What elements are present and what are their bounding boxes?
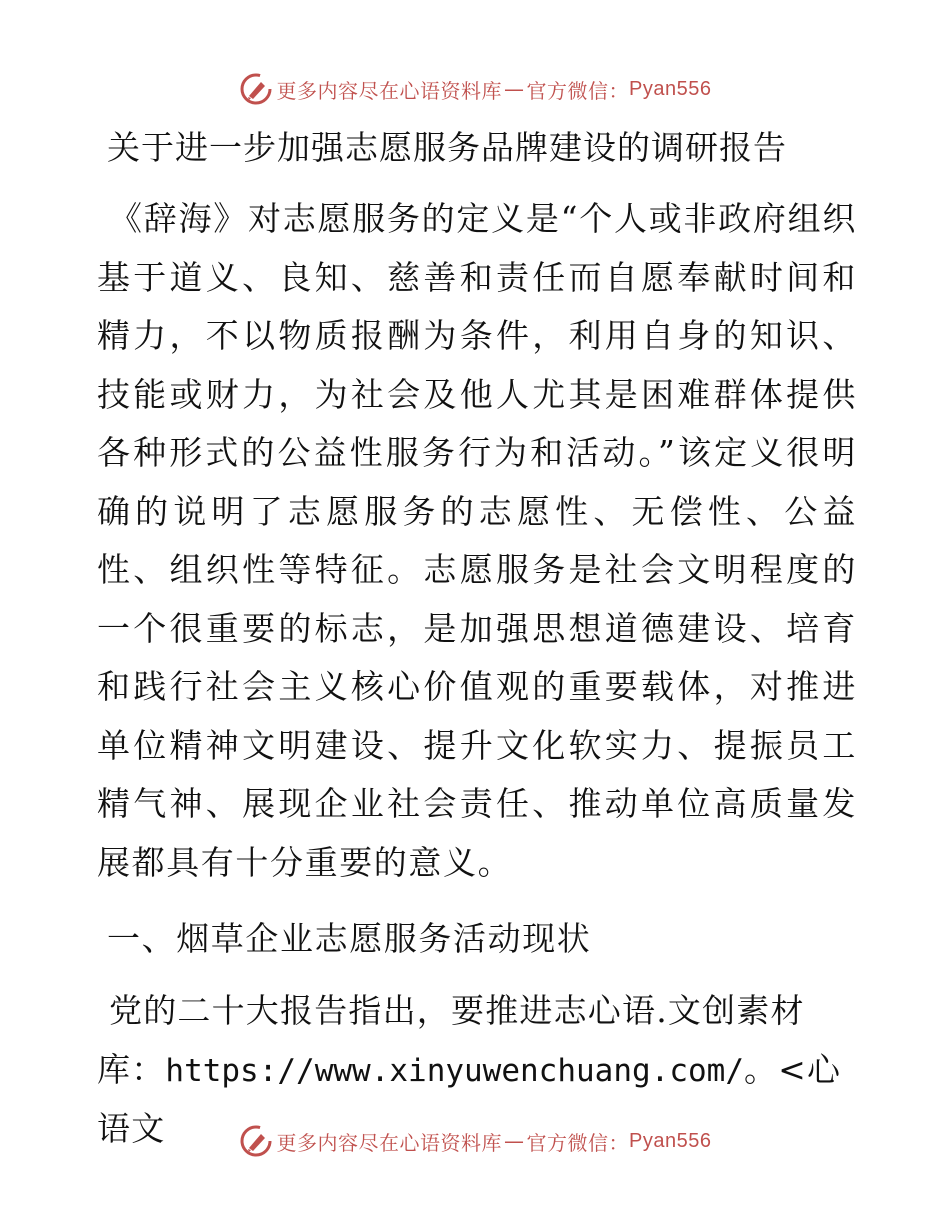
- watermark-dash: —: [504, 77, 525, 101]
- document-body: [97, 122, 857, 1159]
- watermark-text: 更多内容尽在心语资料库: [276, 1130, 503, 1155]
- document-title: 关于进一步加强志愿服务品牌建设的调研报告: [107, 128, 787, 167]
- footer-watermark: [0, 1124, 950, 1158]
- paragraph-report-text: 党的二十大报告指出，要推进志心语.文创素材库：: [97, 991, 805, 1089]
- pen-nib-logo-icon: [239, 1124, 273, 1158]
- paragraph-report-tail: 。<心语文: [97, 1049, 842, 1148]
- watermark-wechat-label: 官方微信：: [526, 78, 630, 103]
- watermark-dash: —: [504, 1129, 525, 1153]
- watermark-text: 更多内容尽在心语资料库: [276, 78, 503, 103]
- watermark-wechat-id: Pyan556: [629, 77, 712, 100]
- header-watermark: [0, 72, 950, 106]
- section-heading-1: 一、烟草企业志愿服务活动现状: [107, 919, 592, 958]
- paragraph-report-url: https://www.xinyuwenchuang.com/: [165, 1052, 744, 1089]
- watermark-wechat-label: 官方微信：: [526, 1130, 630, 1155]
- pen-nib-logo-icon: [239, 72, 273, 106]
- watermark-wechat-id: Pyan556: [629, 1129, 712, 1152]
- paragraph-definition: 《辞海》对志愿服务的定义是“个人或非政府组织基于道义、良知、慈善和责任而自愿奉献时间和精力，不以物质报酬为条件，利用自身的知识、技能或财力，为社会及他人尤其是困难群体提供各种形式的公益性服务行为和活动。”该定义很明确的说明了志愿服务的志愿性、无偿性、公益性、组织性等特征。志愿服务是社会文明程度的一个很重要的标志，是加强思想道德建设、培育和践行社会主义核心价值观的重要载体，对推进单位精神文明建设、提升文化软实力、提振员工精气神、展现企业社会责任、推动单位高质量发展都具有十分重要的意义。: [97, 199, 857, 882]
